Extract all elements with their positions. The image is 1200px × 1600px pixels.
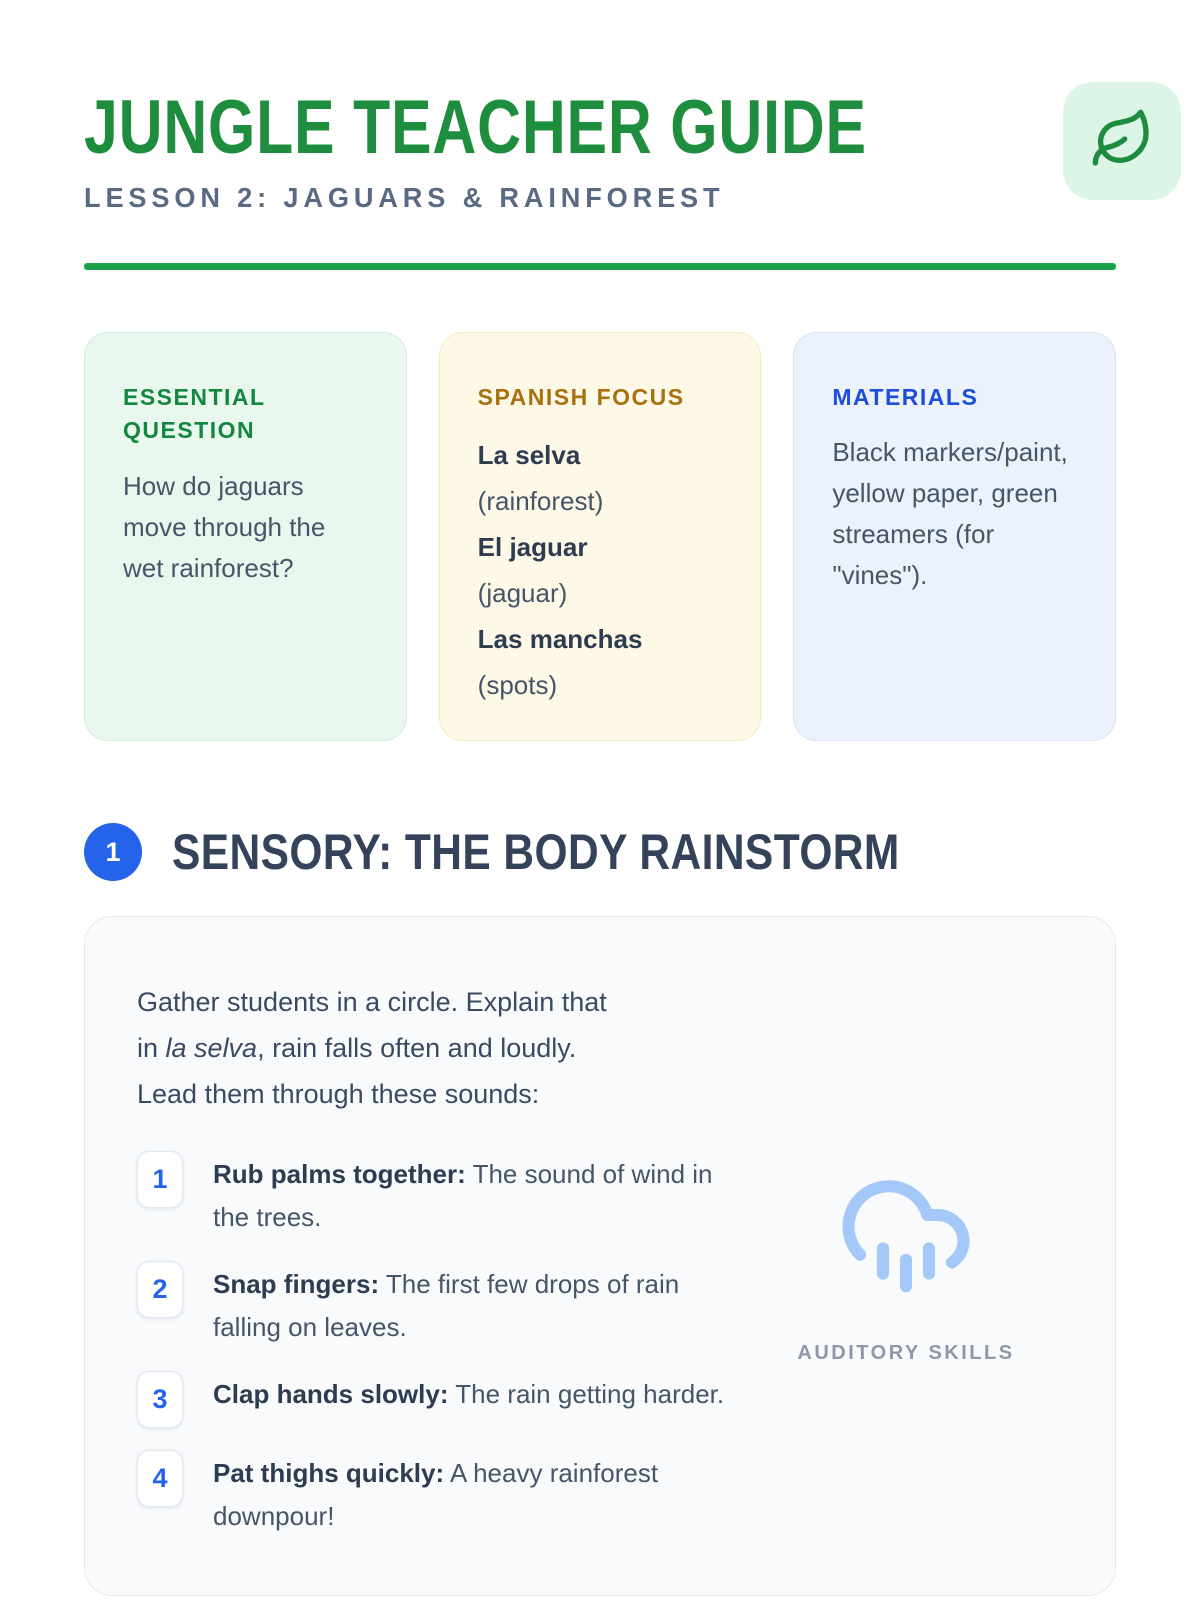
essential-question-card	[84, 332, 407, 741]
vocab-term: La selva	[477, 440, 581, 471]
activity-instructions	[137, 979, 737, 1555]
step-number-badge: 1	[137, 1151, 183, 1208]
leaf-icon	[1090, 107, 1154, 176]
materials-card	[793, 332, 1116, 741]
step-number-badge: 2	[137, 1261, 183, 1318]
card-body: Black markers/paint, yellow paper, green streamers (for "vines").	[832, 437, 1068, 591]
list-item	[137, 1450, 737, 1538]
activity-aside	[737, 979, 1075, 1555]
step-number-badge: 4	[137, 1450, 183, 1507]
header	[84, 0, 1116, 214]
spanish-focus-card	[439, 332, 762, 741]
cloud-rain-icon	[837, 1169, 975, 1312]
card-body: How do jaguars move through the wet rainforest?	[123, 470, 326, 583]
step-text: Clap hands slowly: The rain getting harder.	[213, 1379, 725, 1410]
activity-intro	[137, 979, 717, 1117]
section-title: SENSORY: THE BODY RAINSTORM	[172, 824, 900, 881]
list-item	[137, 1261, 737, 1349]
info-cards-row	[84, 332, 1116, 741]
vocab-term: Las manchas	[477, 624, 643, 655]
vocab-term: El jaguar	[477, 532, 588, 563]
list-item	[137, 1371, 737, 1428]
intro-line: in la selva, rain falls often and loudly.	[137, 1033, 577, 1064]
steps-list	[137, 1151, 737, 1538]
section-header	[84, 823, 1116, 881]
page-title: JUNGLE TEACHER GUIDE	[84, 85, 867, 170]
card-heading: ESSENTIAL QUESTION	[123, 384, 266, 444]
card-heading: SPANISH FOCUS	[477, 384, 685, 410]
italic-term: la selva	[165, 1033, 258, 1064]
step-text: Snap fingers: The first few drops of rain falling on leaves.	[213, 1269, 680, 1343]
step-text: Pat thighs quickly: A heavy rainforest downpour!	[213, 1458, 659, 1532]
vocab-translation: (jaguar)	[477, 578, 568, 609]
vocab-list	[478, 432, 723, 708]
card-heading: MATERIALS	[832, 384, 979, 410]
aside-label: AUDITORY SKILLS	[797, 1342, 1015, 1365]
intro-line: Gather students in a circle. Explain that	[137, 987, 607, 1018]
step-text: Rub palms together: The sound of wind in the trees.	[213, 1159, 713, 1233]
logo-badge	[1063, 82, 1181, 200]
step-number-badge: 3	[137, 1371, 183, 1428]
header-divider	[84, 263, 1116, 270]
section-number-badge: 1	[84, 823, 142, 881]
title-block	[84, 82, 1063, 214]
intro-line: Lead them through these sounds:	[137, 1079, 540, 1110]
vocab-translation: (spots)	[477, 670, 558, 701]
activity-card	[84, 916, 1116, 1596]
page-subtitle: LESSON 2: JAGUARS & RAINFOREST	[84, 182, 725, 213]
list-item	[137, 1151, 737, 1239]
vocab-translation: (rainforest)	[477, 486, 604, 517]
